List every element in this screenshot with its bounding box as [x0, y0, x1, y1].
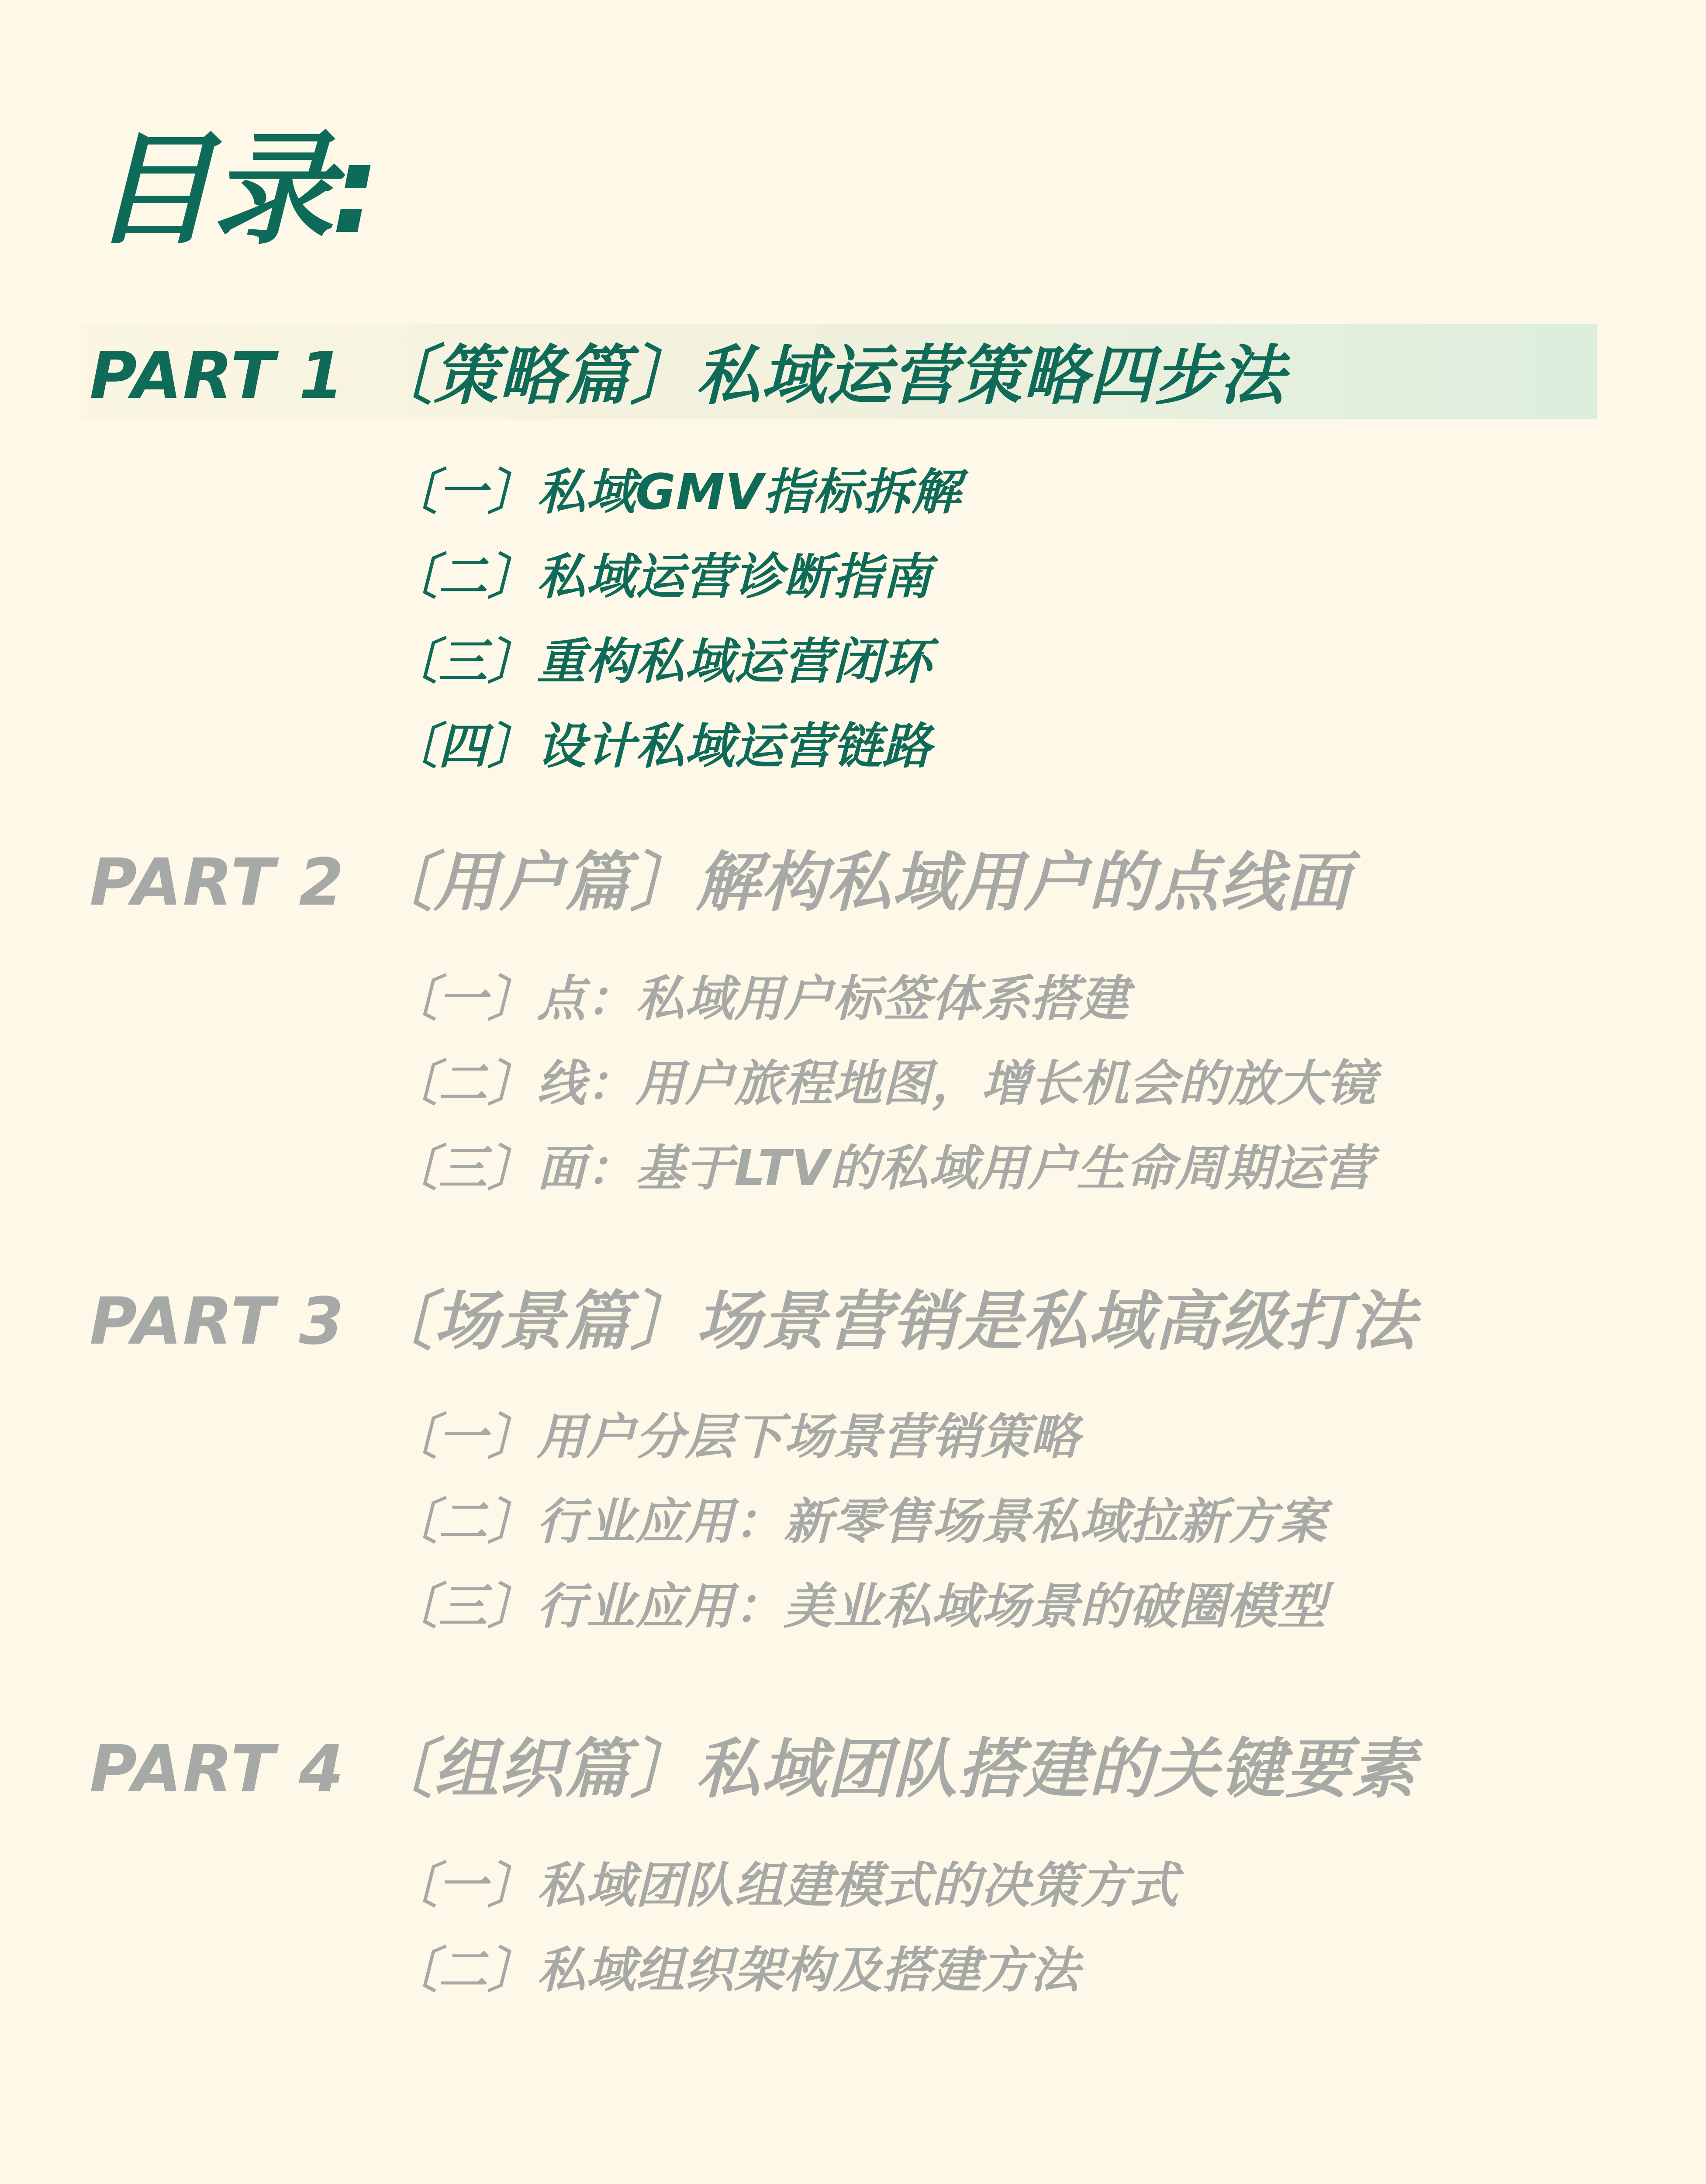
part-1-item-3[interactable]: 〔三〕重构私域运营闭环: [389, 633, 932, 690]
page-title: 目录:: [92, 119, 377, 261]
part-1-item-4[interactable]: 〔四〕设计私域运营链路: [389, 718, 932, 775]
part-3-item-3[interactable]: 〔三〕行业应用：美业私域场景的破圈模型: [389, 1578, 1326, 1635]
part-1-item-1[interactable]: 〔一〕私域GMV指标拆解: [389, 464, 961, 521]
part-4-item-2[interactable]: 〔二〕私域组织架构及搭建方法: [389, 1942, 1080, 1999]
part-3-heading[interactable]: PART 3 〔场景篇〕场景营销是私域高级打法: [90, 1284, 1416, 1359]
part-3-item-1[interactable]: 〔一〕用户分层下场景营销策略: [389, 1409, 1080, 1465]
part-4-item-1[interactable]: 〔一〕私域团队组建模式的决策方式: [389, 1857, 1178, 1914]
part-2-item-2[interactable]: 〔二〕线：用户旅程地图，增长机会的放大镜: [389, 1055, 1376, 1112]
part-3-item-2[interactable]: 〔二〕行业应用：新零售场景私域拉新方案: [389, 1493, 1326, 1550]
part-2-heading[interactable]: PART 2 〔用户篇〕解构私域用户的点线面: [90, 845, 1351, 920]
part-2-item-1[interactable]: 〔一〕点：私域用户标签体系搭建: [389, 971, 1129, 1027]
part-4-heading[interactable]: PART 4 〔组织篇〕私域团队搭建的关键要素: [90, 1731, 1416, 1807]
part-1-item-2[interactable]: 〔二〕私域运营诊断指南: [389, 549, 932, 605]
part-2-item-3[interactable]: 〔三〕面：基于LTV的私域用户生命周期运营: [389, 1140, 1373, 1197]
part-1-heading[interactable]: PART 1 〔策略篇〕私域运营策略四步法: [90, 338, 1285, 413]
